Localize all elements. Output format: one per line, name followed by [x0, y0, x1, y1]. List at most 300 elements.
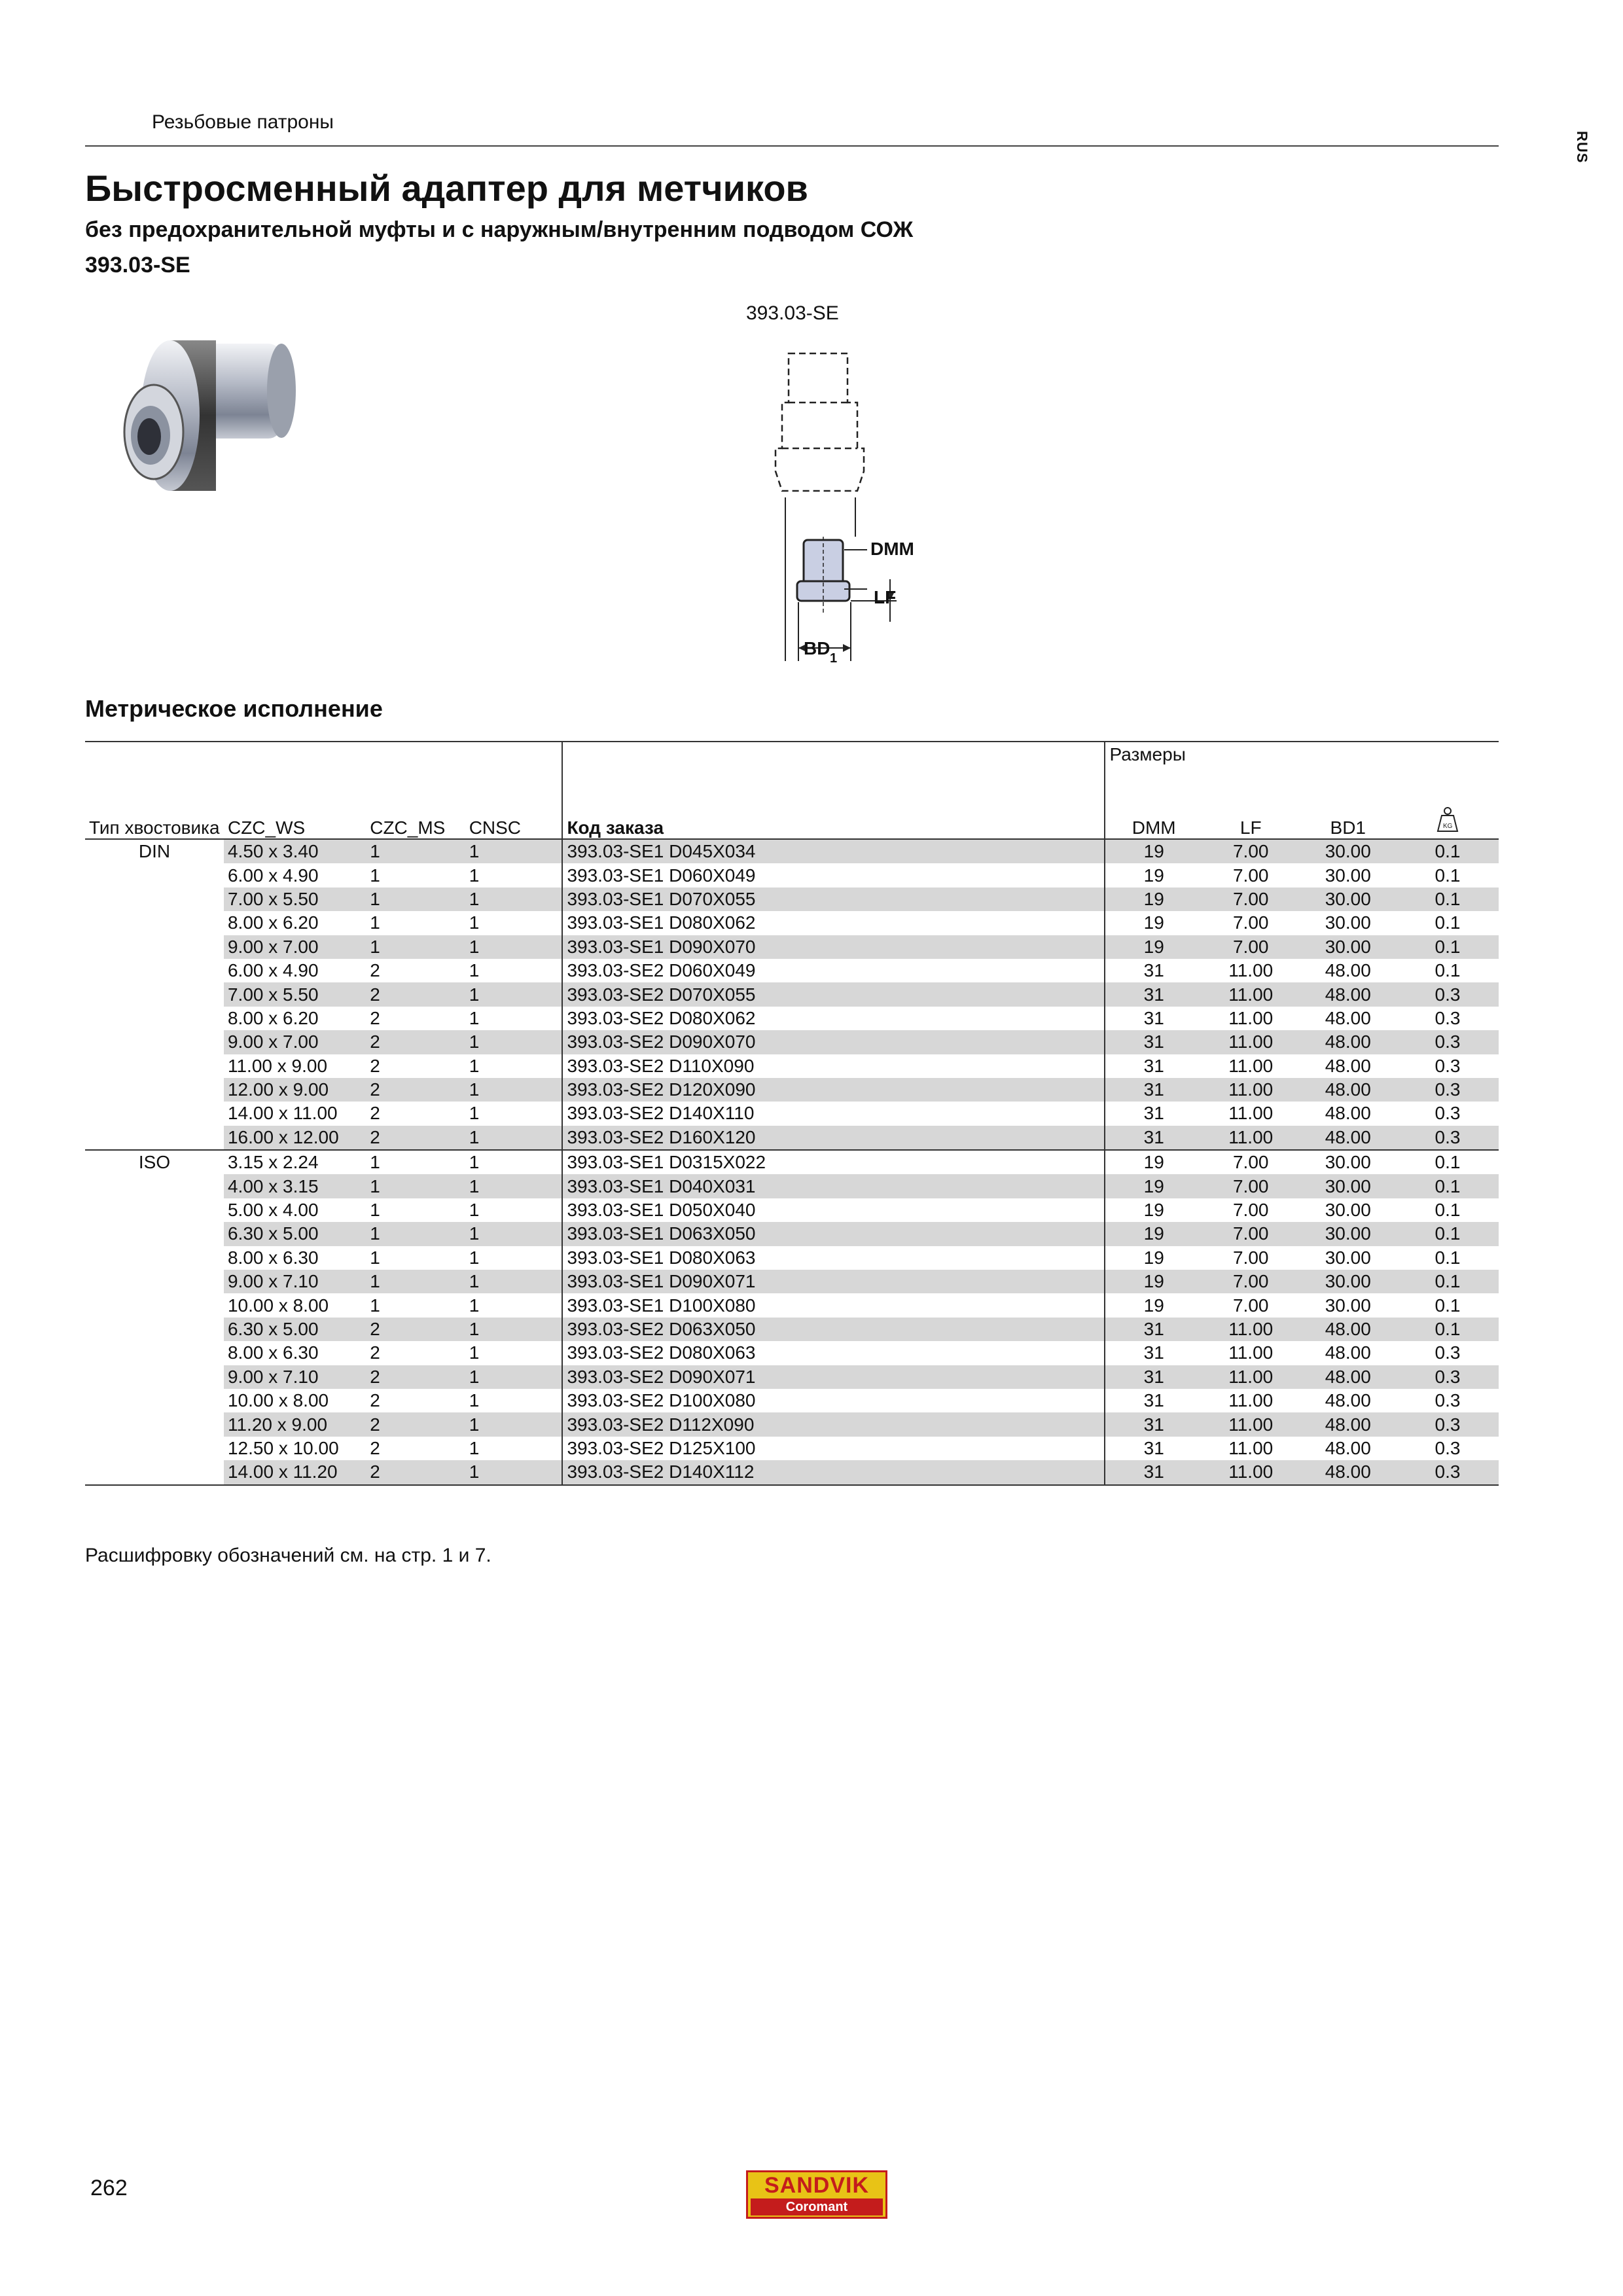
cell-shank-type [85, 1102, 224, 1125]
cell-order-code: 393.03-SE1 D045X034 [562, 839, 1105, 863]
cell-cnsc: 1 [469, 1200, 480, 1221]
cell-lf: 11.00 [1202, 1318, 1300, 1341]
cell-lf: 11.00 [1202, 1412, 1300, 1436]
cell-czc-ms: 1 [366, 1270, 465, 1293]
cell-czc-ws: 10.00 x 8.00 [227, 1295, 329, 1316]
col-header-bd1: BD1 [1299, 806, 1397, 839]
cell-shank-type [85, 1222, 224, 1246]
cell-bd1: 48.00 [1299, 1460, 1397, 1484]
cell-weight: 0.1 [1435, 912, 1461, 933]
cell-bd1: 48.00 [1325, 1390, 1371, 1411]
cell-cnsc: 1 [469, 1342, 480, 1363]
cell-weight: 0.3 [1397, 982, 1499, 1006]
cell-bd1: 30.00 [1299, 839, 1397, 863]
cell-bd1: 48.00 [1299, 1078, 1397, 1102]
cell-lf: 7.00 [1202, 888, 1300, 911]
cell-bd1: 48.00 [1325, 1437, 1371, 1458]
cell-shank-type [85, 1126, 224, 1150]
cell-weight: 0.3 [1397, 1365, 1499, 1389]
cell-weight: 0.1 [1397, 1222, 1499, 1246]
cell-czc-ms: 1 [370, 912, 380, 933]
cell-order-code: 393.03-SE2 D140X110 [562, 1102, 1105, 1125]
cell-dmm: 19 [1105, 1222, 1202, 1246]
cell-cnsc: 1 [465, 1412, 563, 1436]
cell-order-code: 393.03-SE1 D070X055 [562, 888, 1105, 911]
cell-bd1: 30.00 [1325, 865, 1371, 886]
cell-bd1: 48.00 [1325, 1055, 1371, 1076]
cell-lf: 11.00 [1228, 1007, 1274, 1028]
cell-weight: 0.3 [1397, 1078, 1499, 1102]
table-row [85, 863, 1499, 887]
cell-weight: 0.1 [1397, 1270, 1499, 1293]
cell-lf: 11.00 [1228, 1103, 1274, 1124]
cell-czc-ms: 1 [370, 1295, 380, 1316]
cell-czc-ms: 1 [366, 1150, 465, 1174]
cell-shank-type [85, 1078, 224, 1102]
cell-czc-ms: 2 [366, 1030, 465, 1054]
cell-cnsc: 1 [465, 1150, 563, 1174]
col-header-cnsc: CNSC [465, 806, 563, 839]
cell-shank-type [85, 982, 224, 1006]
cell-order-code: 393.03-SE2 D110X090 [562, 1054, 1105, 1078]
cell-order-code: 393.03-SE1 D090X070 [562, 935, 1105, 959]
cell-lf: 11.00 [1202, 1126, 1300, 1150]
cell-czc-ws: 6.00 x 4.90 [227, 865, 319, 886]
cell-czc-ms: 1 [366, 1174, 465, 1198]
cell-czc-ws: 10.00 x 8.00 [227, 1390, 329, 1411]
page-number: 262 [90, 2176, 128, 2200]
table-row [85, 1412, 1499, 1436]
cell-weight: 0.1 [1397, 1318, 1499, 1341]
cell-lf: 7.00 [1202, 1174, 1300, 1198]
cell-czc-ws: 8.00 x 6.30 [227, 1342, 319, 1363]
brand-name: SANDVIK [764, 2173, 870, 2198]
col-header-order-code: Код заказа [562, 806, 1105, 839]
cell-weight: 0.1 [1397, 935, 1499, 959]
cell-order-code: 393.03-SE1 D090X071 [562, 1270, 1105, 1293]
cell-shank-type [85, 1030, 224, 1054]
cell-czc-ms: 2 [370, 1103, 380, 1124]
cell-dmm: 19 [1105, 1246, 1202, 1270]
cell-czc-ws: 4.00 x 3.15 [224, 1174, 366, 1198]
cell-cnsc: 1 [469, 1103, 480, 1124]
cell-bd1: 30.00 [1299, 1270, 1397, 1293]
cell-order-code: 393.03-SE2 D060X049 [562, 959, 1105, 982]
bd1-subscript: 1 [830, 651, 838, 666]
cell-order-code: 393.03-SE1 D0315X022 [562, 1150, 1105, 1174]
cell-czc-ms: 2 [366, 1126, 465, 1150]
cell-czc-ws: 12.00 x 9.00 [224, 1078, 366, 1102]
cell-czc-ms: 2 [370, 1055, 380, 1076]
cell-cnsc: 1 [465, 1030, 563, 1054]
cell-bd1: 48.00 [1299, 1318, 1397, 1341]
cell-lf: 11.00 [1228, 1342, 1274, 1363]
cell-order-code: 393.03-SE2 D120X090 [562, 1078, 1105, 1102]
cell-shank-type [85, 1412, 224, 1436]
cell-lf: 7.00 [1232, 912, 1269, 933]
cell-dmm: 31 [1105, 1102, 1202, 1125]
table-row [85, 1437, 1499, 1460]
cell-dmm: 19 [1105, 935, 1202, 959]
cell-shank-type [85, 1318, 224, 1341]
cell-bd1: 48.00 [1325, 1103, 1371, 1124]
cell-dmm: 31 [1105, 1389, 1202, 1412]
cell-dmm: 31 [1105, 1365, 1202, 1389]
footnote: Расшифровку обозначений см. на стр. 1 и 7. [85, 1545, 491, 1566]
cell-weight: 0.3 [1397, 1030, 1499, 1054]
cell-czc-ws: 11.00 x 9.00 [227, 1055, 328, 1076]
table-row [85, 959, 1499, 982]
product-photo [79, 327, 314, 511]
cell-shank-type [85, 863, 224, 887]
cell-lf: 7.00 [1232, 1247, 1269, 1268]
language-tag: RUS [1574, 131, 1590, 164]
cell-cnsc: 1 [465, 1174, 563, 1198]
cell-cnsc: 1 [469, 1437, 480, 1458]
cell-czc-ws: 9.00 x 7.10 [224, 1270, 366, 1293]
cell-bd1: 48.00 [1299, 982, 1397, 1006]
table-row [85, 888, 1499, 911]
cell-weight: 0.1 [1435, 960, 1461, 981]
cell-lf: 11.00 [1228, 960, 1274, 981]
cell-dmm: 19 [1105, 1270, 1202, 1293]
cell-weight: 0.1 [1435, 865, 1461, 886]
cell-czc-ms: 1 [370, 865, 380, 886]
cell-shank-type [85, 1174, 224, 1198]
table-row [85, 1030, 1499, 1054]
cell-cnsc: 1 [469, 1390, 480, 1411]
cell-czc-ms: 2 [366, 1412, 465, 1436]
cell-czc-ws: 7.00 x 5.50 [224, 982, 366, 1006]
cell-dmm: 19 [1105, 1293, 1202, 1317]
cell-czc-ms: 2 [370, 1007, 380, 1028]
col-header-shank-type: Тип хвостовика [85, 806, 224, 839]
table-row [85, 935, 1499, 959]
cell-order-code: 393.03-SE1 D060X049 [562, 863, 1105, 887]
cell-dmm: 31 [1105, 1030, 1202, 1054]
cell-order-code: 393.03-SE2 D112X090 [562, 1412, 1105, 1436]
cell-order-code: 393.03-SE2 D160X120 [562, 1126, 1105, 1150]
cell-shank-type [85, 1054, 224, 1078]
cell-weight: 0.1 [1435, 1247, 1461, 1268]
cell-czc-ws: 9.00 x 7.00 [224, 1030, 366, 1054]
cell-bd1: 30.00 [1299, 1222, 1397, 1246]
cell-cnsc: 1 [465, 935, 563, 959]
col-header-lf: LF [1202, 806, 1300, 839]
cell-order-code: 393.03-SE2 D100X080 [562, 1389, 1105, 1412]
cell-dmm: 31 [1105, 1007, 1202, 1030]
cell-lf: 7.00 [1202, 1150, 1300, 1174]
cell-order-code: 393.03-SE1 D080X063 [562, 1246, 1105, 1270]
cell-czc-ws: 14.00 x 11.20 [224, 1460, 366, 1484]
cell-shank-type [85, 1460, 224, 1484]
table-row [85, 1341, 1499, 1365]
cell-czc-ms: 2 [370, 1342, 380, 1363]
cell-shank-type [85, 1389, 224, 1412]
cell-czc-ws: 6.30 x 5.00 [224, 1318, 366, 1341]
cell-czc-ms: 2 [370, 1437, 380, 1458]
cell-czc-ws: 9.00 x 7.10 [224, 1365, 366, 1389]
section-title: Метрическое исполнение [85, 695, 383, 722]
header-divider [85, 145, 1499, 147]
table-row [85, 1102, 1499, 1125]
cell-shank-type [85, 1246, 224, 1270]
cell-weight: 0.1 [1435, 1200, 1461, 1221]
cell-lf: 11.00 [1228, 1390, 1274, 1411]
cell-cnsc: 1 [469, 1007, 480, 1028]
cell-cnsc: 1 [469, 1295, 480, 1316]
table-row [85, 1126, 1499, 1150]
cell-order-code: 393.03-SE2 D063X050 [562, 1318, 1105, 1341]
cell-bd1: 30.00 [1299, 935, 1397, 959]
cell-weight: 0.3 [1397, 1126, 1499, 1150]
table-row [85, 1246, 1499, 1270]
cell-lf: 11.00 [1202, 1365, 1300, 1389]
cell-shank-type [85, 935, 224, 959]
cell-shank-type [85, 1198, 224, 1222]
cell-czc-ws: 8.00 x 6.20 [227, 912, 319, 933]
cell-dmm: 19 [1105, 863, 1202, 887]
cell-czc-ws: 8.00 x 6.30 [227, 1247, 319, 1268]
cell-czc-ms: 2 [370, 960, 380, 981]
weight-kg-icon [1397, 806, 1499, 839]
cell-czc-ms: 1 [366, 935, 465, 959]
cell-czc-ms: 2 [366, 982, 465, 1006]
cell-shank-type [85, 959, 224, 982]
spec-table [85, 741, 1499, 1486]
table-row [85, 1007, 1499, 1030]
cell-czc-ms: 1 [370, 1247, 380, 1268]
cell-shank-type [85, 1007, 224, 1030]
cell-cnsc: 1 [465, 1365, 563, 1389]
cell-cnsc: 1 [465, 1318, 563, 1341]
cell-dmm: 31 [1105, 1341, 1202, 1365]
cell-shank-type [85, 1270, 224, 1293]
cell-lf: 11.00 [1202, 1030, 1300, 1054]
cell-cnsc: 1 [465, 839, 563, 863]
cell-cnsc: 1 [465, 982, 563, 1006]
cell-shank-type: ISO [85, 1150, 224, 1174]
cell-dmm: 19 [1105, 911, 1202, 935]
cell-bd1: 48.00 [1325, 1007, 1371, 1028]
diagram-caption: 393.03-SE [746, 302, 839, 324]
cell-czc-ws: 11.20 x 9.00 [224, 1412, 366, 1436]
cell-cnsc: 1 [469, 912, 480, 933]
cell-cnsc: 1 [469, 865, 480, 886]
cell-dmm: 31 [1105, 982, 1202, 1006]
cell-czc-ws: 6.30 x 5.00 [224, 1222, 366, 1246]
cell-order-code: 393.03-SE1 D050X040 [562, 1198, 1105, 1222]
table-row [85, 1078, 1499, 1102]
cell-order-code: 393.03-SE1 D100X080 [562, 1293, 1105, 1317]
svg-text:KG: KG [1443, 823, 1453, 830]
cell-czc-ws: 7.00 x 5.50 [224, 888, 366, 911]
table-row [85, 911, 1499, 935]
cell-czc-ws: 12.50 x 10.00 [227, 1437, 339, 1458]
brand-sub: Coromant [751, 2198, 883, 2215]
cell-order-code: 393.03-SE2 D125X100 [562, 1437, 1105, 1460]
cell-bd1: 30.00 [1325, 912, 1371, 933]
cell-lf: 11.00 [1202, 1078, 1300, 1102]
cell-dmm: 31 [1105, 959, 1202, 982]
table-row [85, 1318, 1499, 1341]
cell-czc-ms: 2 [366, 1460, 465, 1484]
cell-dmm: 31 [1105, 1412, 1202, 1436]
cell-weight: 0.1 [1397, 1150, 1499, 1174]
cell-weight: 0.3 [1435, 1007, 1461, 1028]
cell-bd1: 30.00 [1299, 1150, 1397, 1174]
table-row [85, 1222, 1499, 1246]
table-row [85, 1389, 1499, 1412]
cell-czc-ms: 2 [370, 1390, 380, 1411]
dimensions-group-header: Размеры [1105, 742, 1499, 806]
cell-czc-ms: 1 [366, 1222, 465, 1246]
table-row [85, 1150, 1499, 1174]
bd1-label: BD [804, 638, 830, 658]
cell-weight: 0.1 [1397, 1174, 1499, 1198]
cell-cnsc: 1 [465, 1078, 563, 1102]
cell-dmm: 19 [1105, 1198, 1202, 1222]
page-title: Быстросменный адаптер для метчиков [85, 168, 808, 209]
cell-czc-ms: 1 [366, 839, 465, 863]
col-header-czc-ms: CZC_MS [366, 806, 465, 839]
cell-bd1: 30.00 [1325, 1295, 1371, 1316]
cell-lf: 7.00 [1202, 1270, 1300, 1293]
cell-shank-type [85, 888, 224, 911]
cell-czc-ms: 2 [366, 1318, 465, 1341]
cell-shank-type [85, 1341, 224, 1365]
cell-lf: 7.00 [1232, 865, 1269, 886]
cell-czc-ws: 9.00 x 7.00 [224, 935, 366, 959]
cell-czc-ws: 16.00 x 12.00 [224, 1126, 366, 1150]
table-row [85, 839, 1499, 863]
cell-lf: 7.00 [1232, 1200, 1269, 1221]
cell-order-code: 393.03-SE1 D063X050 [562, 1222, 1105, 1246]
cell-dmm: 19 [1105, 1174, 1202, 1198]
cell-bd1: 30.00 [1299, 1174, 1397, 1198]
cell-order-code: 393.03-SE2 D090X070 [562, 1030, 1105, 1054]
cell-dmm: 19 [1105, 839, 1202, 863]
cell-cnsc: 1 [469, 1247, 480, 1268]
cell-order-code: 393.03-SE2 D080X063 [562, 1341, 1105, 1365]
cell-bd1: 30.00 [1325, 1200, 1371, 1221]
cell-cnsc: 1 [465, 1460, 563, 1484]
cell-weight: 0.1 [1435, 1295, 1461, 1316]
cell-weight: 0.1 [1397, 839, 1499, 863]
cell-weight: 0.3 [1397, 1460, 1499, 1484]
cell-order-code: 393.03-SE2 D140X112 [562, 1460, 1105, 1484]
cell-weight: 0.3 [1435, 1342, 1461, 1363]
cell-cnsc: 1 [469, 960, 480, 981]
cell-shank-type [85, 911, 224, 935]
table-row [85, 1174, 1499, 1198]
cell-czc-ws: 6.00 x 4.90 [227, 960, 319, 981]
col-header-dmm: DMM [1105, 806, 1202, 839]
product-code: 393.03-SE [85, 253, 190, 278]
table-row [85, 1460, 1499, 1484]
cell-czc-ws: 3.15 x 2.24 [224, 1150, 366, 1174]
cell-shank-type [85, 1437, 224, 1460]
dmm-label: DMM [870, 539, 914, 559]
cell-shank-type [85, 1293, 224, 1317]
cell-order-code: 393.03-SE1 D040X031 [562, 1174, 1105, 1198]
cell-order-code: 393.03-SE2 D090X071 [562, 1365, 1105, 1389]
cell-shank-type [85, 1365, 224, 1389]
cell-dmm: 31 [1105, 1054, 1202, 1078]
col-header-czc-ws: CZC_WS [224, 806, 366, 839]
cell-bd1: 30.00 [1325, 1247, 1371, 1268]
cell-czc-ms: 1 [366, 888, 465, 911]
cell-czc-ms: 1 [370, 1200, 380, 1221]
cell-bd1: 30.00 [1299, 888, 1397, 911]
cell-czc-ws: 14.00 x 11.00 [227, 1103, 338, 1124]
cell-cnsc: 1 [465, 1126, 563, 1150]
cell-lf: 11.00 [1228, 1437, 1274, 1458]
cell-lf: 11.00 [1202, 1460, 1300, 1484]
cell-czc-ms: 2 [366, 1078, 465, 1102]
cell-order-code: 393.03-SE2 D080X062 [562, 1007, 1105, 1030]
cell-lf: 7.00 [1232, 1295, 1269, 1316]
cell-bd1: 48.00 [1299, 1126, 1397, 1150]
cell-lf: 11.00 [1202, 982, 1300, 1006]
cell-dmm: 19 [1105, 1150, 1202, 1174]
cell-bd1: 48.00 [1325, 960, 1371, 981]
cell-weight: 0.3 [1435, 1103, 1461, 1124]
cell-czc-ms: 2 [366, 1365, 465, 1389]
cell-czc-ws: 8.00 x 6.20 [227, 1007, 319, 1028]
cell-lf: 11.00 [1228, 1055, 1274, 1076]
cell-order-code: 393.03-SE1 D080X062 [562, 911, 1105, 935]
cell-weight: 0.3 [1435, 1055, 1461, 1076]
cell-cnsc: 1 [465, 888, 563, 911]
cell-cnsc: 1 [469, 1055, 480, 1076]
cell-bd1: 48.00 [1299, 1412, 1397, 1436]
cell-lf: 7.00 [1202, 1222, 1300, 1246]
table-row [85, 1198, 1499, 1222]
cell-weight: 0.3 [1435, 1437, 1461, 1458]
technical-drawing [733, 340, 942, 681]
table-row [85, 1293, 1499, 1317]
table-row [85, 1054, 1499, 1078]
cell-lf: 7.00 [1202, 839, 1300, 863]
cell-bd1: 48.00 [1299, 1365, 1397, 1389]
cell-shank-type: DIN [85, 839, 224, 863]
cell-bd1: 48.00 [1325, 1342, 1371, 1363]
page-subtitle: без предохранительной муфты и с наружным/внутренним подводом СОЖ [85, 217, 914, 242]
table-row [85, 1270, 1499, 1293]
cell-weight: 0.3 [1397, 1412, 1499, 1436]
table-row [85, 982, 1499, 1006]
cell-dmm: 31 [1105, 1437, 1202, 1460]
cell-cnsc: 1 [465, 1222, 563, 1246]
cell-weight: 0.3 [1435, 1390, 1461, 1411]
section-header: Резьбовые патроны [152, 111, 334, 133]
table-row [85, 1365, 1499, 1389]
cell-dmm: 31 [1105, 1078, 1202, 1102]
cell-czc-ws: 5.00 x 4.00 [227, 1200, 319, 1221]
sandvik-coromant-logo [746, 2170, 887, 2219]
cell-dmm: 31 [1105, 1460, 1202, 1484]
cell-bd1: 48.00 [1299, 1030, 1397, 1054]
cell-order-code: 393.03-SE2 D070X055 [562, 982, 1105, 1006]
cell-dmm: 19 [1105, 888, 1202, 911]
cell-cnsc: 1 [465, 1270, 563, 1293]
cell-lf: 7.00 [1202, 935, 1300, 959]
cell-dmm: 31 [1105, 1318, 1202, 1341]
cell-weight: 0.1 [1397, 888, 1499, 911]
cell-dmm: 31 [1105, 1126, 1202, 1150]
lf-label: LF [874, 587, 897, 607]
